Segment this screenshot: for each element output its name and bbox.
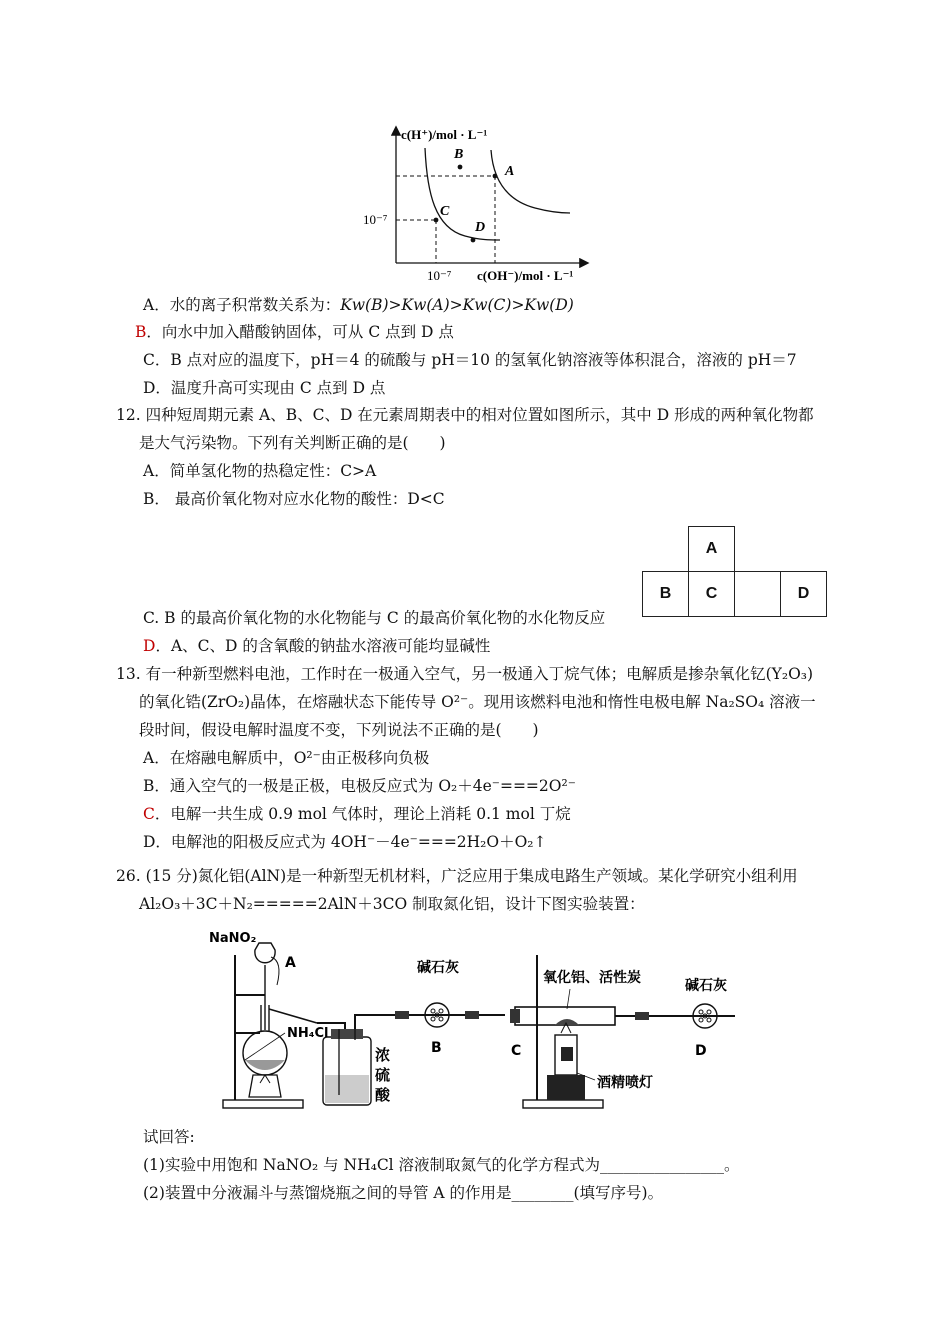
- element-cell-c: C: [689, 572, 735, 617]
- q11-option-a: [143, 295, 574, 315]
- q12-option-b: B． 最高价氧化物对应水化物的酸性：D<C: [143, 490, 445, 508]
- q12-stem-line2: 是大气污染物。下列有关判断正确的是( ): [139, 434, 446, 452]
- label-reactants: 氧化铝、活性炭: [543, 970, 641, 986]
- q13-option-c-letter: C: [143, 805, 155, 823]
- point-a-label: A: [505, 164, 515, 179]
- q11-option-a-text: A．水的离子积常数关系为：: [143, 296, 341, 314]
- label-nano2: NaNO₂: [209, 931, 257, 946]
- label-a: A: [285, 955, 296, 971]
- q13-stem-line2: 的氧化锆(ZrO₂)晶体，在熔融状态下能传导 O²⁻。现用该燃料电池和惰性电极电解 Na₂SO₄ 溶液一: [139, 693, 816, 711]
- label-nh4cl: NH₄Cl: [287, 1026, 329, 1041]
- element-cell-b: B: [643, 572, 689, 617]
- q12-option-c: C. B 的最高价氧化物的水化物能与 C 的最高价氧化物的水化物反应: [143, 609, 606, 627]
- q13-stem-line1: 13. 有一种新型燃料电池，工作时在一极通入空气，另一极通入丁烷气体；电解质是掺杂氧化钇(Y₂O₃): [116, 665, 814, 683]
- x-axis-label: c(OH⁻)/mol · L⁻¹: [477, 268, 574, 283]
- q11-option-b: [135, 322, 454, 342]
- point-d: [471, 238, 476, 243]
- q13-option-c: [143, 804, 571, 824]
- label-d: D: [695, 1043, 707, 1059]
- y-tick-label: 10⁻⁷: [363, 212, 388, 227]
- q26-stem-line1: 26. (15 分)氮化铝(AlN)是一种新型无机材料，广泛应用于集成电路生产领域。某化学研究小组利用: [116, 867, 798, 885]
- point-a: [493, 174, 498, 179]
- point-c: [434, 218, 439, 223]
- point-d-label: D: [475, 220, 486, 235]
- q11-option-c: C．B 点对应的温度下，pH＝4 的硫酸与 pH＝10 的氢氧化钠溶液等体积混合，溶液的 pH＝7: [143, 351, 797, 369]
- y-axis-label: c(H⁺)/mol · L⁻¹: [401, 127, 488, 142]
- q12-option-a: A．简单氢化物的热稳定性：C>A: [143, 462, 377, 480]
- kw-graph: [355, 118, 595, 290]
- x-tick-label: 10⁻⁷: [427, 268, 452, 283]
- point-b-label: B: [454, 147, 464, 162]
- element-cell-empty: [735, 572, 781, 617]
- label-blast-lamp: 酒精喷灯: [597, 1075, 653, 1091]
- q13-option-a: A．在熔融电解质中，O²⁻由正极移向负极: [143, 749, 430, 767]
- label-soda-lime-d: 碱石灰: [685, 978, 727, 994]
- label-conc-h2so4-3: 酸: [375, 1086, 391, 1104]
- point-b: [458, 165, 463, 170]
- q26-subquestion-2: (2)装置中分液漏斗与蒸馏烧瓶之间的导管 A 的作用是________(填写序号)。: [143, 1184, 664, 1202]
- q13-option-d: D．电解池的阳极反应式为 4OH⁻－4e⁻===2H₂O＋O₂↑: [143, 833, 547, 851]
- label-conc-h2so4-2: 硫: [375, 1066, 391, 1084]
- point-c-label: C: [440, 204, 450, 219]
- q13-stem-line3: 段时间，假设电解时温度不变，下列说法不正确的是( ): [139, 721, 539, 739]
- apparatus-diagram: [205, 925, 745, 1120]
- q11-option-a-expr: Kw(B)>Kw(A)>Kw(C)>Kw(D): [340, 296, 574, 314]
- q13-option-b: B．通入空气的一极是正极，电极反应式为 O₂＋4e⁻===2O²⁻: [143, 777, 576, 795]
- q26-prompt: 试回答:: [143, 1128, 195, 1146]
- label-c: C: [511, 1043, 522, 1059]
- periodic-table-fragment: [642, 526, 827, 617]
- q26-subquestion-1: (1)实验中用饱和 NaNO₂ 与 NH₄Cl 溶液制取氮气的化学方程式为________________。: [143, 1156, 740, 1174]
- label-b: B: [431, 1040, 442, 1056]
- q12-option-d-text: ．A、C、D 的含氧酸的钠盐水溶液可能均显碱性: [155, 637, 491, 655]
- q11-option-b-text: ．向水中加入醋酸钠固体，可从 C 点到 D 点: [146, 323, 454, 341]
- q11-option-d: D．温度升高可实现由 C 点到 D 点: [143, 379, 386, 397]
- element-cell-d: D: [781, 572, 827, 617]
- q11-option-b-letter: B: [135, 323, 147, 341]
- q12-option-d-letter: D: [143, 637, 156, 655]
- label-conc-h2so4-1: 浓: [375, 1046, 391, 1064]
- q12-stem-line1: 12. 四种短周期元素 A、B、C、D 在元素周期表中的相对位置如图所示，其中 D 形成的两种氧化物都: [116, 406, 814, 424]
- q26-stem-line2: Al₂O₃＋3C＋N₂=====2AlN＋3CO 制取氮化铝，设计下图实验装置：: [139, 895, 645, 913]
- label-soda-lime-b: 碱石灰: [417, 960, 459, 976]
- element-cell-a: A: [689, 527, 735, 572]
- q12-option-d: [143, 636, 490, 656]
- q13-option-c-text: ．电解一共生成 0.9 mol 气体时，理论上消耗 0.1 mol 丁烷: [154, 805, 571, 823]
- isotherm-high: [491, 150, 570, 213]
